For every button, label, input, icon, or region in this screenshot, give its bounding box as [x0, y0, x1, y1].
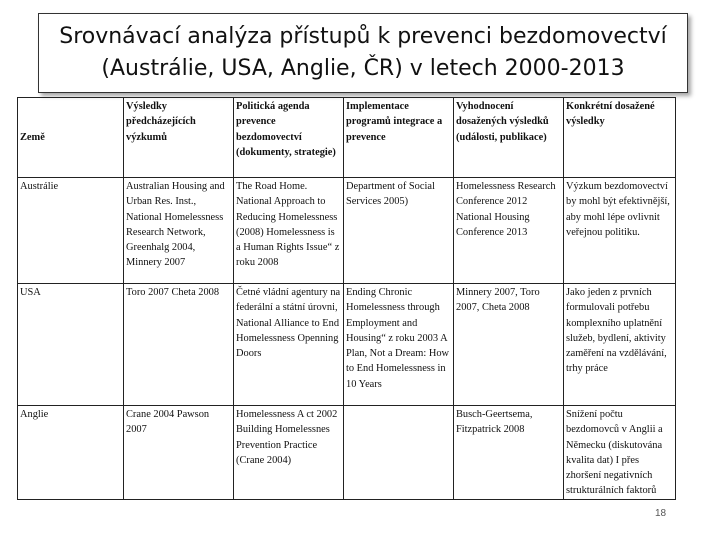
page-number: 18 — [655, 508, 667, 519]
table-row — [18, 406, 676, 500]
table-header-row — [18, 98, 676, 178]
table-row — [18, 284, 676, 406]
table-cell: Jako jeden z prvních formulovali potřebu komplexního uplatnění služeb, bydlení, aktivity zaměření na vzdělávání, trhy práce — [564, 284, 676, 406]
table-cell: Department of Social Services 2005) — [344, 178, 454, 284]
header-cell-implementation: Implementace programů integrace a prevence — [344, 98, 454, 178]
slide-title-line-2: (Austrálie, USA, Anglie, ČR) v letech 2000-2013 — [101, 56, 625, 81]
table-cell: Busch-Geertsema, Fitzpatrick 2008 — [454, 406, 564, 500]
comparison-table — [17, 97, 676, 500]
header-cell-policy-agenda: Politická agenda prevence bezdomovectví (dokumenty, strategie) — [234, 98, 344, 178]
table-cell: Ending Chronic Homelessness through Employment and Housing“ z roku 2003 A Plan, Not a Dream: How to End Homelessness in 10 Years — [344, 284, 454, 406]
table-cell: Australian Housing and Urban Res. Inst., National Homelessness Research Network, Greenhalg 2004, Minnery 2007 — [124, 178, 234, 284]
table-cell: Minnery 2007, Toro 2007, Cheta 2008 — [454, 284, 564, 406]
header-cell-prior-research: Výsledky předcházejících výzkumů — [124, 98, 234, 178]
table-cell: The Road Home. National Approach to Reducing Homelessness (2008) Homelessness is a Human Rights Issue“ z roku 2008 — [234, 178, 344, 284]
header-cell-evaluation: Vyhodnocení dosažených výsledků (události, publikace) — [454, 98, 564, 178]
table-cell: Výzkum bezdomovectví by mohl být efektivnější, aby mohl lépe ovlivnit veřejnou politiku. — [564, 178, 676, 284]
table-cell: Snížení počtu bezdomovců v Anglii a Německu (diskutována kvalita dat) I přes zhoršení negativních strukturálních faktorů — [564, 406, 676, 500]
table-cell: Toro 2007 Cheta 2008 — [124, 284, 234, 406]
table-cell: Crane 2004 Pawson 2007 — [124, 406, 234, 500]
slide-title-line-1: Srovnávací analýza přístupů k prevenci bezdomovectví — [59, 24, 667, 49]
table-cell: Homelessness A ct 2002 Building Homelessnes Prevention Practice (Crane 2004) — [234, 406, 344, 500]
table-row — [18, 178, 676, 284]
table-cell: Austrálie — [18, 178, 124, 284]
table-cell: USA — [18, 284, 124, 406]
header-cell-country: Země — [18, 98, 124, 178]
table-cell: Anglie — [18, 406, 124, 500]
table-cell — [344, 406, 454, 500]
table-cell: Četné vládní agentury na federální a státní úrovni, National Alliance to End Homelessness Openning Doors — [234, 284, 344, 406]
slide-title — [38, 13, 688, 93]
table-cell: Homelessness Research Conference 2012 National Housing Conference 2013 — [454, 178, 564, 284]
header-cell-results: Konkrétní dosažené výsledky — [564, 98, 676, 178]
